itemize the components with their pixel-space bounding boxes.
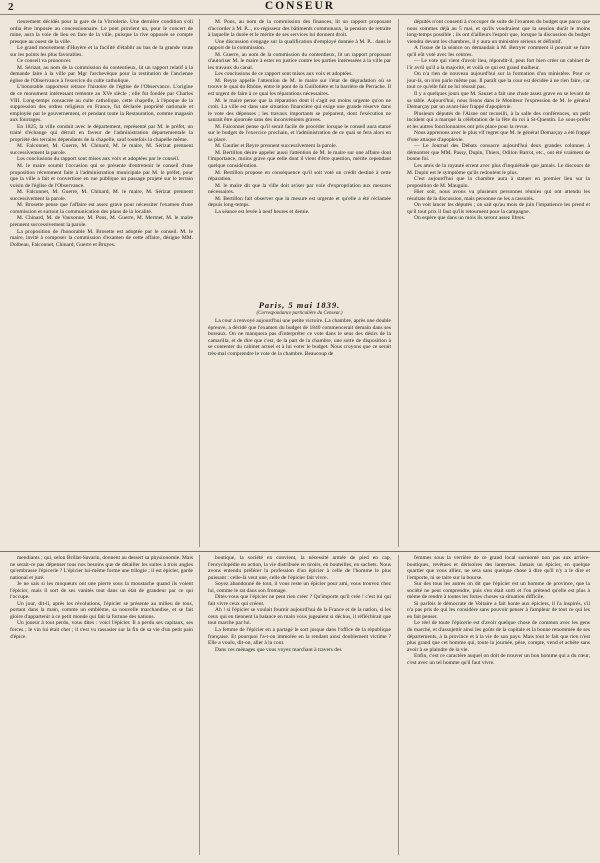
paragraph: Sur des tous les autres on dit que l'épicier est un homme de province, que la société ne peut comprendre, puis s'en était sorti et l'on prétend qu'elle est plus à même de rendre à toutes les fortes choses sa situation difficile. [407,581,590,601]
paragraph: Les conclusions de ce rapport sont mises aux voix et adoptées. [215,71,353,78]
paragraph: M. Reyre appelle l'attention de M. le maire sur l'état de dégradation où se trouve le quai du Rhône, entre le pont de la Guillotière et la barrière de Perrache. Il est urgent de faire à ce quai les réparations nécessaires. [208,77,391,98]
paragraph: M. Bertillon propose en conséquence qu'il soit voté un crédit destiné à cette réparation. [208,169,391,183]
paragraph: Je ne sais si les moqueurs ont une pierre sous la moustache quand ils voient l'épicier, mais il sort de ses vanités tout dans un état de grandeur par ce qui l'occupe. [10,581,193,601]
paragraph: Un jour, dit-il, après les révolutions, l'épicier se présente au milieu de tous, portant dans la main, comme un emblème, sa nouvelle marchandise, et se fait gloire d'appartenir à ce petit monde qui fait la fortune des nations. [10,600,193,620]
column-2-bottom [208,318,391,547]
feuilleton-column-2 [208,555,391,855]
paragraph: députés n'ont consenti à s'occuper de suite de l'examen du budget que parce que nous sommes déjà au 5 mai, et qu'ils voudraient que la session durât le moins long-temps possible ; ils ont d'ailleurs l'espoir que, lorsque la discussion du budget viendra devant les chambres, il y aura un ministère sérieux et définitif. [407,19,590,45]
paragraph: M. Sérizat, au nom de la commission du contentieux, lit un rapport relatif à la demande faite à la ville par Mgr l'archevêque pour la restitution de l'ancienne église de l'Observance à l'exercice du culte catholique. [10,64,193,84]
paragraph: En 1825, la ville conduit avec le département, représenté par M. le préfet, un traité d'échange qui détruit en faveur de l'administration départementale la propriété des terrains dépendants de la chapelle, sauf toutefois la chapelle même. [10,123,193,143]
paragraph: On voit lancer les députés ; on sait qu'au mois de juin l'impatience les prend et qu'il tout prix il faut qu'ils retournent pour la campagne. [407,202,590,215]
column-divider [199,19,200,547]
paragraph: Dans ces ménages que vous voyez marchant à travers des [215,646,342,653]
masthead: CONSEUR [264,0,336,12]
paragraph: Les conclusions du rapport sont mises aux voix et adoptées par le conseil. [17,156,180,163]
feuilleton-rule [0,551,600,552]
paragraph: rieurement décidés pour la gare de la Vitriolerie. Une dernière condition s'oli ordia être imposée au concessionnaire. Le pont provient un, pour le concert de mine, aura la voie de lieu en face de la ville, puisque la rive opposée se compte presque au ouest de la ville. [10,19,193,45]
paragraph: Enfin, c'est ce caractère auquel on doit de trouver un bon homme qui a du cœur, c'est avec un tel homme qu'il faut vivre. [407,653,590,666]
paragraph: Soyez abandonné de tout, il vous reste un épicier pour ami, vous trouvez chez lui, comme le rat dans son fromage. [208,581,391,594]
paragraph: La cour a renvoyé aujourd'hui une petite victoire. La chambre, après une double épreuve, a décidé que l'examen du budget de 1840 commencerait demain dans ses bureaux. On ne manquera pas d'interpréter ce vote dans le sens des désirs de la camarilla, et de dire que c'est, de la part de la chambre, une sorte de disposition à se contenter du cabinet actuel et à lui voter le budget. Nous croyons que ce serait très-mal comprendre le vote de la chambre. Beaucoup de [208,318,391,357]
page-number: 2 [8,1,14,13]
column-divider [199,555,200,855]
paragraph: La femme de l'épicier en a partagé le sort jusque dans l'office de la république française. Et pourquoi l'a-t-on immolée en la rendant ainsi doublement victime ? Elle a voulu, dit-on, aller à la cour. [208,627,391,647]
paragraph: Il y a quelques jours que M. Sauzet a fait une chute assez grave en se levant de sa table. Aujourd'hui, nous lisons dans le Moniteur l'expression de M. le général Demarçay par un avant-hier frappé d'apoplexie. [407,91,590,111]
dateline-sub: (Correspondance particulière du Censeur.) [256,311,343,316]
paragraph: L'honorable rapporteur retrace l'histoire de l'église de l'Observance. L'origine de ce monument intéressant remonte au XVe siècle ; elle fut fondée par Charles VIII. Long-temps consacrée au culte catholique, cette chapelle, à l'époque de la suppression des ordres religieux en France, fut déclarée propriété nationale et employée par le gouvernement, et pendant toute la Restauration, comme magasin aux fourrages. [10,84,193,124]
paragraph: Si parfois le démocrate de Voltaire a fait honte aux épiciers, il l'a inspirés, s'il n'a pas pris de qui les considère sans pouvoir penser à l'ampleur de tout ce qui les en fait penser. [407,600,590,620]
paragraph: Ce conseil va prononcer. [17,58,72,65]
column-divider [398,19,399,547]
paragraph: On n'a rien de nouveau aujourd'hui sur la formation d'un ministère. Pour ce jour-là, on n'en parle même pas. Il paraît que la cour est décidée à ne rien faire, car tout ce qu'elle fait ne lui réussit pas. [407,71,590,91]
paragraph: boutique, la société en convient, la nécessité armée de pied en cap, l'encyclopédie en action, la vie distribuée en tiroirs, en bouteilles, en sachets. Nous avons entendu préférer la profession d'un épicier à celle de l'homme le plus puissant : celle-là veut une, celle de l'épicier fait vivre. [208,555,391,581]
paragraph: M. Bertillon fait observer que la mesure est urgente et qu'elle a été réclamée depuis long-temps. [208,195,391,209]
paragraph: La proposition de l'honorable M. Brosette est adoptée par le conseil. M. le maire, invité à composer la commission d'examen de cette affaire, désigne MM. Dolbeau, Falconnet, Chinard, Guerre et Bruyes. [10,228,193,248]
paragraph: Le grand mouvement d'Huyère et la facilité d'établir au bas de la grande route sur les points les plus favorables. [10,45,193,58]
paragraph: Ah ! si l'épicier se voulait fournir aujourd'hui de la France et de la nation, si les ceux qui en tiennent la balance en main vous jugeaient si déchus, il réfléchirait que tout marche par lui. [208,607,391,627]
paragraph: — Le Journal des Débats consacre aujourd'hui deux grandes colonnes à démontrer que MM. Passy, Dupin, Thiers, Odilon Barrot, etc., ont été vraiment de bonne foi. [407,143,590,163]
paragraph: mendiants ; qui, selon Brillat-Savarin, donnent au dessert sa physionomie. Mais ne serait-ce pas dépenser tous nos besoins que de détailler les suites à trois angles qu'embrasse l'épicerie ? L'épicier lui-même forme une trilogie ; il est épicier, garde national et juré. [10,555,193,581]
paragraph: Plusieurs députés de l'Aisne ont recueilli, à la salle des conférences, un petit incident qui a marqué la célébration de la fête du roi à St-Quentin. Le sous-préfet et les autres fonctionnaires ont pris place pour la revue. [407,110,590,130]
paragraph: Une discussion s'engage sur la qualification d'employé donnée à M. P... dans le rapport de la commission. [208,38,391,52]
paragraph: M. Falconnet pense qu'il serait facile de procéder lorsque le conseil aura statué sur le budget de l'exercice prochain, et l'administration de ce quai se fera alors en sa place. [208,123,391,143]
paragraph: femmes sous la verrière de ce grand local surmonté non pas aux arrière-boutiques, revêtues et dérisoires des lanternes. Jamais un épicier, en quelque quartier que vous alliez, ne sera sans quelque chose à dire qu'il n'y a le dire et l'emporte, ni se taire sur la bourse. [407,555,590,581]
dateline: Paris, 5 mai 1839. [258,300,341,310]
paragraph: M. Brosette pense que l'affaire est assez grave pour nécessiter l'examen d'une commission et surtout la communication des plans de la localité. [10,202,193,215]
paragraph: Dites-vous que l'épicier ne peut rien créer ? Qu'importe qu'il crée ! c'est lui qui fait vivre ceux qui créent. [208,594,391,607]
paragraph: M. le maire dit que la ville doit aviser par voie d'expropriation aux mesures nécessaires. [208,182,391,196]
paragraph: A l'issue de la séance on demandait à M. Berryer comment il pouvait se faire qu'il eût voté avec les centres. [407,45,590,58]
paragraph: M. Falconnet, M. Guerre, M. Chinard, M. le maire, M. Sérizat prennent successivement la parole. [10,189,193,202]
paragraph: Hier soir, nous avons vu plusieurs personnes réunies qui ont attendu les résultats de la discussion, mais personne ne les a rassurés. [407,189,590,202]
paragraph: M. Gautier et Reyre prennent successivement la parole. [215,143,338,150]
paragraph: M. le maire pense que la réparation dont il s'agit est moins urgente qu'on ne croit. La ville est dans une situation financière qui exige une grande réserve dans le vote des dépenses ; les travaux importants se préparent, dont l'exécution ne saurait être ajournée sans des inconvénients graves. [208,97,391,124]
feuilleton-column-3 [407,555,590,855]
paragraph: M. Pons, au nom de la commission des finances, lit un rapport proposant d'accorder à M. P..., ex-régisseur des bâtiments communaux, la pension de retraite à laquelle la durée et le mérite de ses services lui donnent droit. [208,19,391,39]
page-header [0,0,600,15]
column-2-top [208,19,391,299]
paragraph: On espère que dans un mois ils seront assez libres. [414,215,526,222]
paragraph: M. Chinard, M. de Vauxonne, M. Pons, M. Guerre, M. Mermet, M. le maire prennent successivement la parole. [10,215,193,228]
paragraph: Un joueur à tout perdu, vous dites : voici l'épicier. Il a perdu ses capitaux, ses forces ; le vin lui était cher ; il s'est vu rassasier sur la fin de sa vie d'un petit pain d'épice. [10,620,193,640]
paragraph: M. le maire soumit l'occasion qui se présente d'entretenir le conseil d'une proposition récemment faite à l'administration municipale par M. le préfet, pour que la ville a fait et convertisse en rue publique un passage projeté sur le terrain voisin de l'église de l'Observance. [10,163,193,189]
paragraph: M. Bertillon désire appeler aussi l'attention de M. le maire sur une affaire dont l'importance, moins grave que celle dont il vient d'être question, mérite cependant quelque considération. [208,149,391,170]
paragraph: Le réel de toute l'épicerie est d'avoir quelque chose de commun avec les gens du marché, et d'assujettir ainsi les goûts de la capitale et la bonne renommée de ses départements, à la province et à la vie de son pays. Mais tout le fait que rien n'est plus grand que cet homme qui, toute la journée, pèse, compte, vend et achète sans avoir à se plaindre de la vie. [407,620,590,653]
paragraph: M. Guerre, au nom de la commission du contentieux, lit un rapport proposant d'autoriser M. le maire à ester en justice contre les parties intéressées à la ville par les travaux du canal. [208,51,391,71]
feuilleton-column-1 [10,555,193,855]
paragraph: C'est aujourd'hui que la chambre aura à statuer en premier lieu sur la proposition de M. Mauguin. [407,176,590,189]
paragraph: — Le vote qui vient d'avoir lieu, répondit-il, peut fort bien créer un cabinet de l'ir avril qu'il a la majorité, et voilà ce qui est grand malheur. [407,58,590,71]
paragraph: Nous apprenons avec le plus vif regret que M. le général Demarçay a été frappé d'une attaque d'apoplexie. [407,130,590,143]
column-1 [10,19,193,547]
paragraph: M. Falconnet, M. Guerre, M. Chinard, M. le maire, M. Sérizat prennent successivement la parole. [10,143,193,156]
column-divider [398,555,399,855]
paragraph: Les amis de la royauté errent avec plus d'inquiétude que jamais. Le discours de M. Dupin est le symptôme qu'ils redoutent le plus. [407,163,590,176]
paragraph: La séance est levée à neuf heures et demie. [215,208,310,215]
column-3 [407,19,590,547]
